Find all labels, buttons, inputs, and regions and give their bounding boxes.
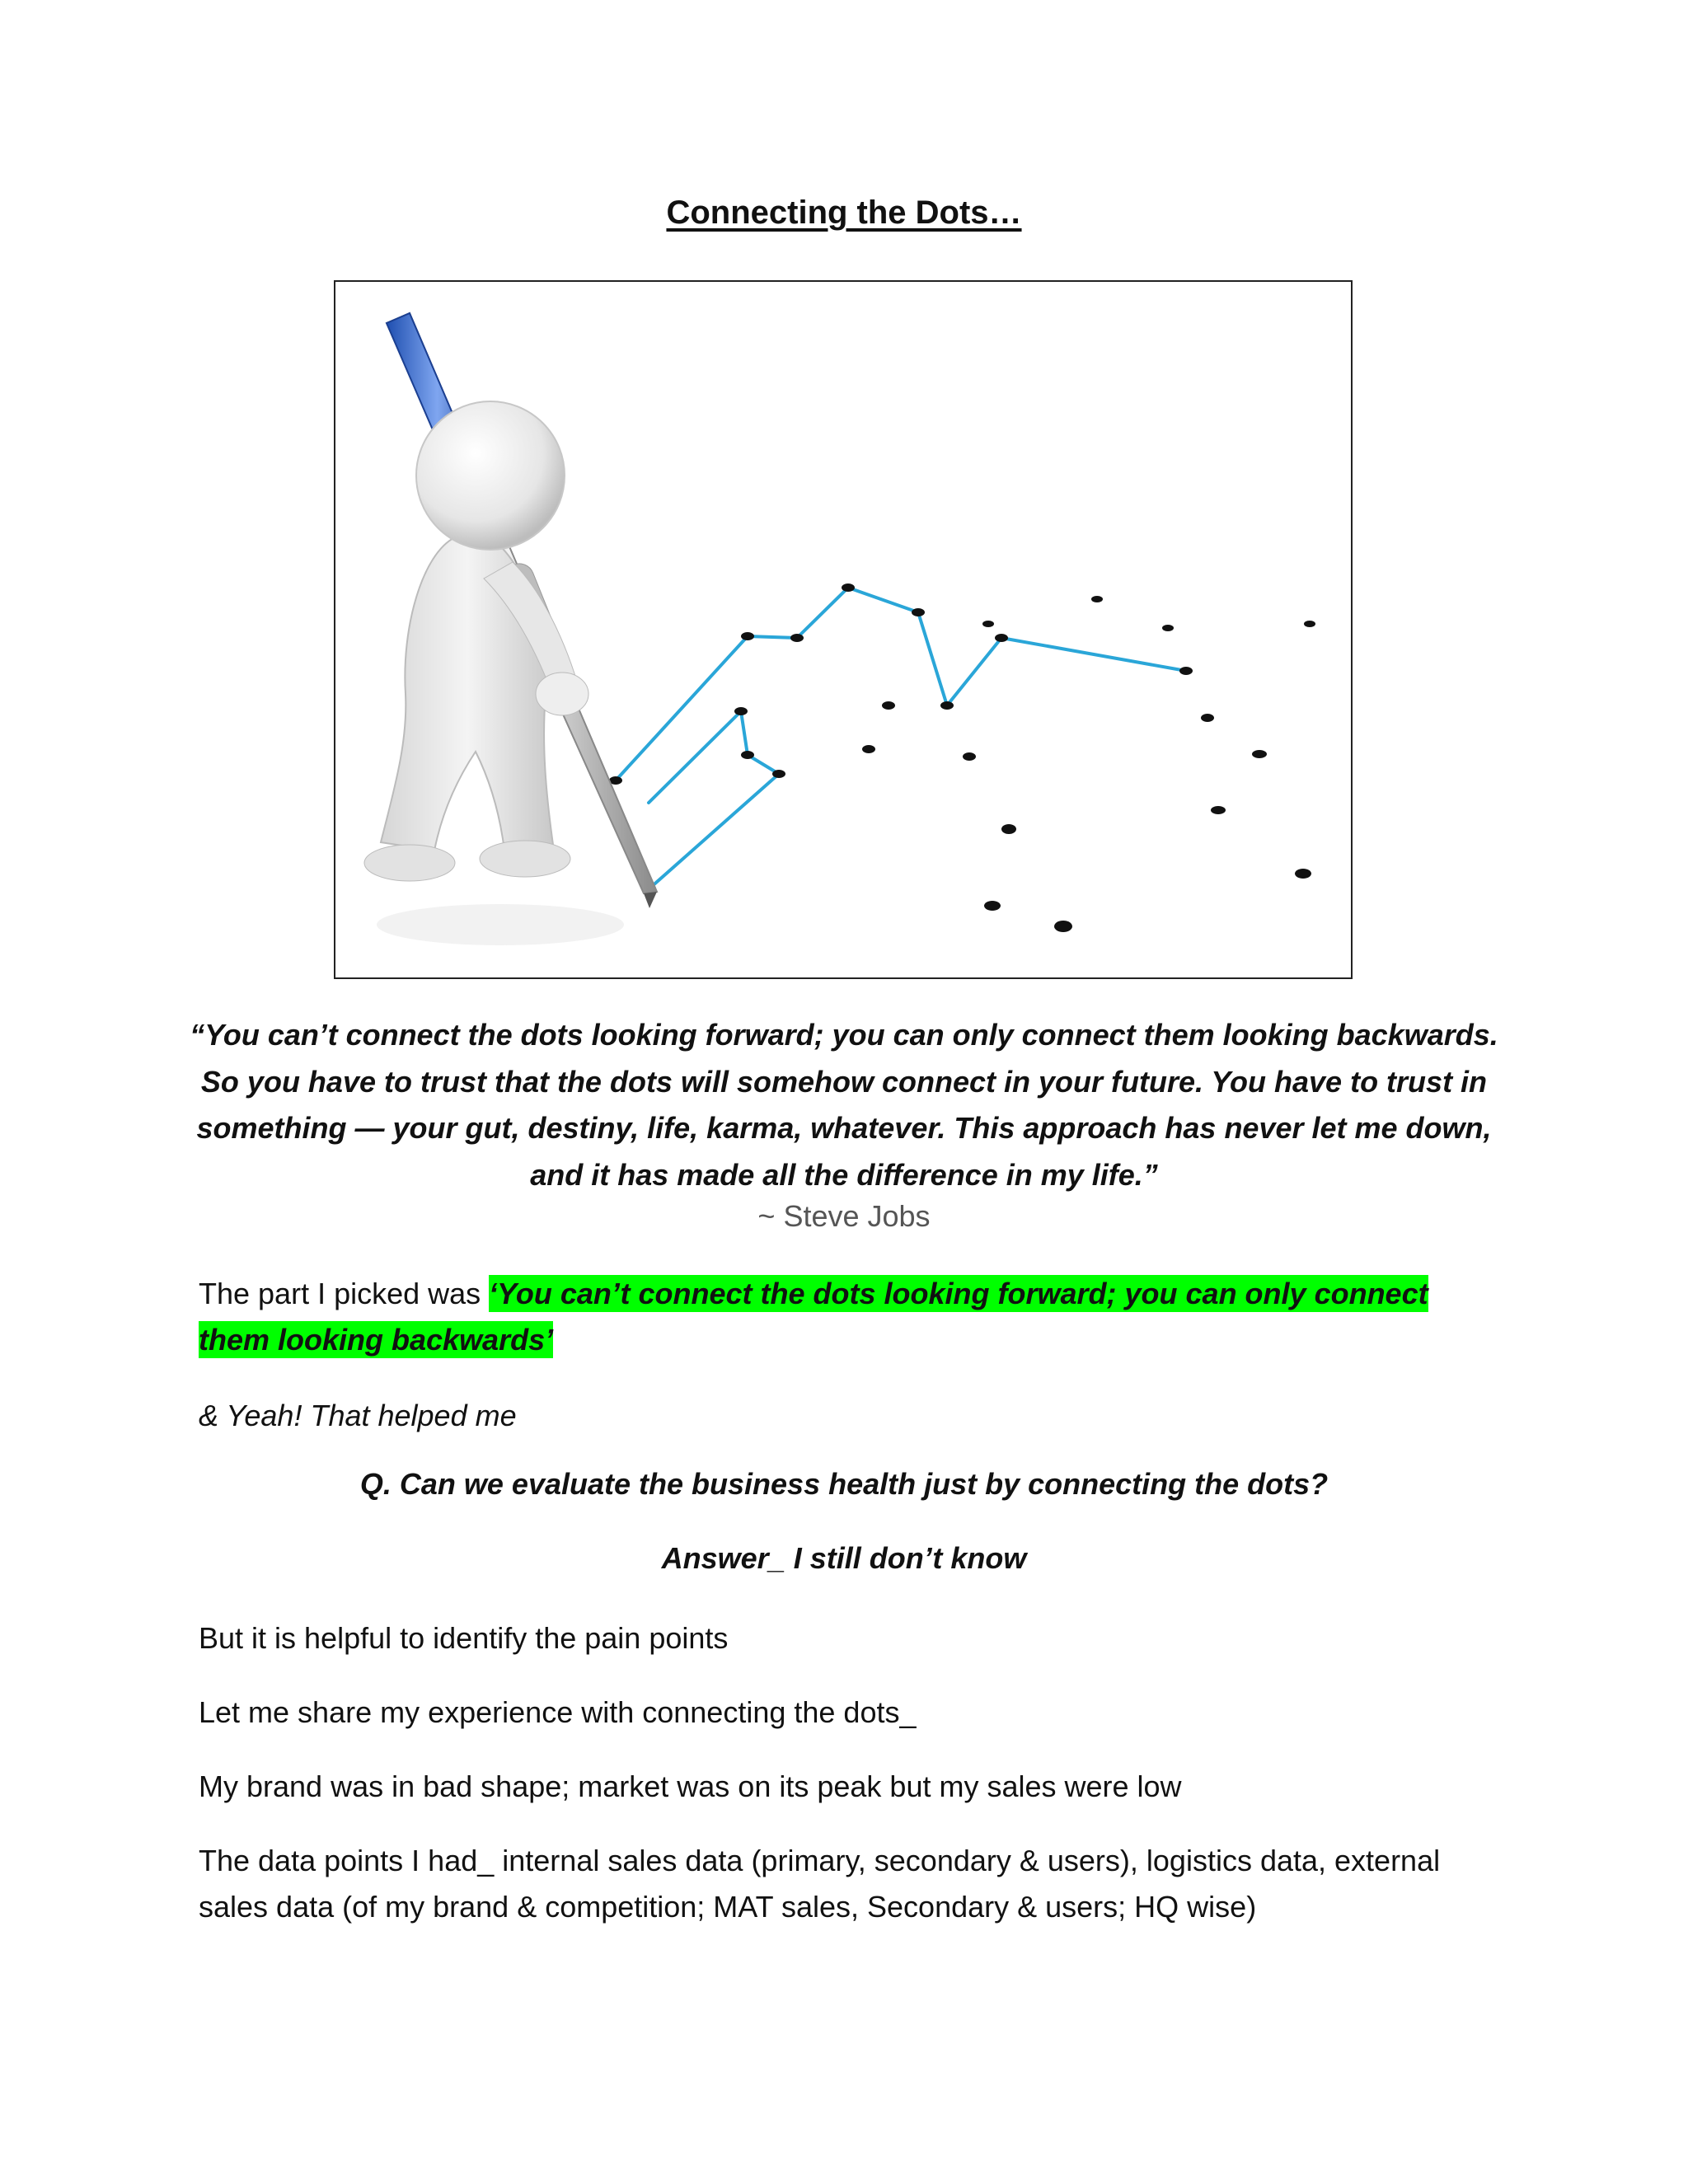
answer-line: Answer_ I still don’t know xyxy=(661,1541,1027,1575)
paragraph-brand-shape: My brand was in bad shape; market was on its peak but my sales were low xyxy=(199,1769,1182,1803)
person-figure xyxy=(364,401,588,881)
helped-line: & Yeah! That helped me xyxy=(199,1399,517,1432)
page-title: Connecting the Dots… xyxy=(666,194,1022,231)
question-line: Q. Can we evaluate the business health just by connecting the dots? xyxy=(359,1467,1329,1501)
paragraph-pain-points: But it is helpful to identify the pain points xyxy=(199,1621,729,1655)
paragraph-data-points: The data points I had_ internal sales data (primary, secondary & users), logistics data, external sales data (of my brand & competition; MAT sales, Secondary & users; HQ wise) xyxy=(199,1844,1441,1924)
picked-prefix: The part I picked was xyxy=(199,1277,490,1310)
illustration-frame xyxy=(334,280,1353,979)
paragraph-experience: Let me share my experience with connecting the dots_ xyxy=(199,1695,917,1729)
connect-dots-illustration xyxy=(335,282,1351,977)
quote-text: “You can’t connect the dots looking forward; you can only connect them looking backwards. So you have to trust that the dots will somehow connect in your future. You have to trust in something — your gut, destiny, life, karma, whatever. This approach has never let me down, and it has made all the difference in my life.” xyxy=(190,1018,1498,1192)
highlighted-quote: ‘You can’t connect the dots looking forward; you can only connect them looking backwards’ xyxy=(199,1277,1428,1357)
floor-shadow xyxy=(377,904,624,945)
quote-author: ~ Steve Jobs xyxy=(757,1199,931,1233)
dots xyxy=(609,583,1315,932)
picked-paragraph xyxy=(199,1271,1501,1363)
connecting-lines xyxy=(616,588,1186,888)
